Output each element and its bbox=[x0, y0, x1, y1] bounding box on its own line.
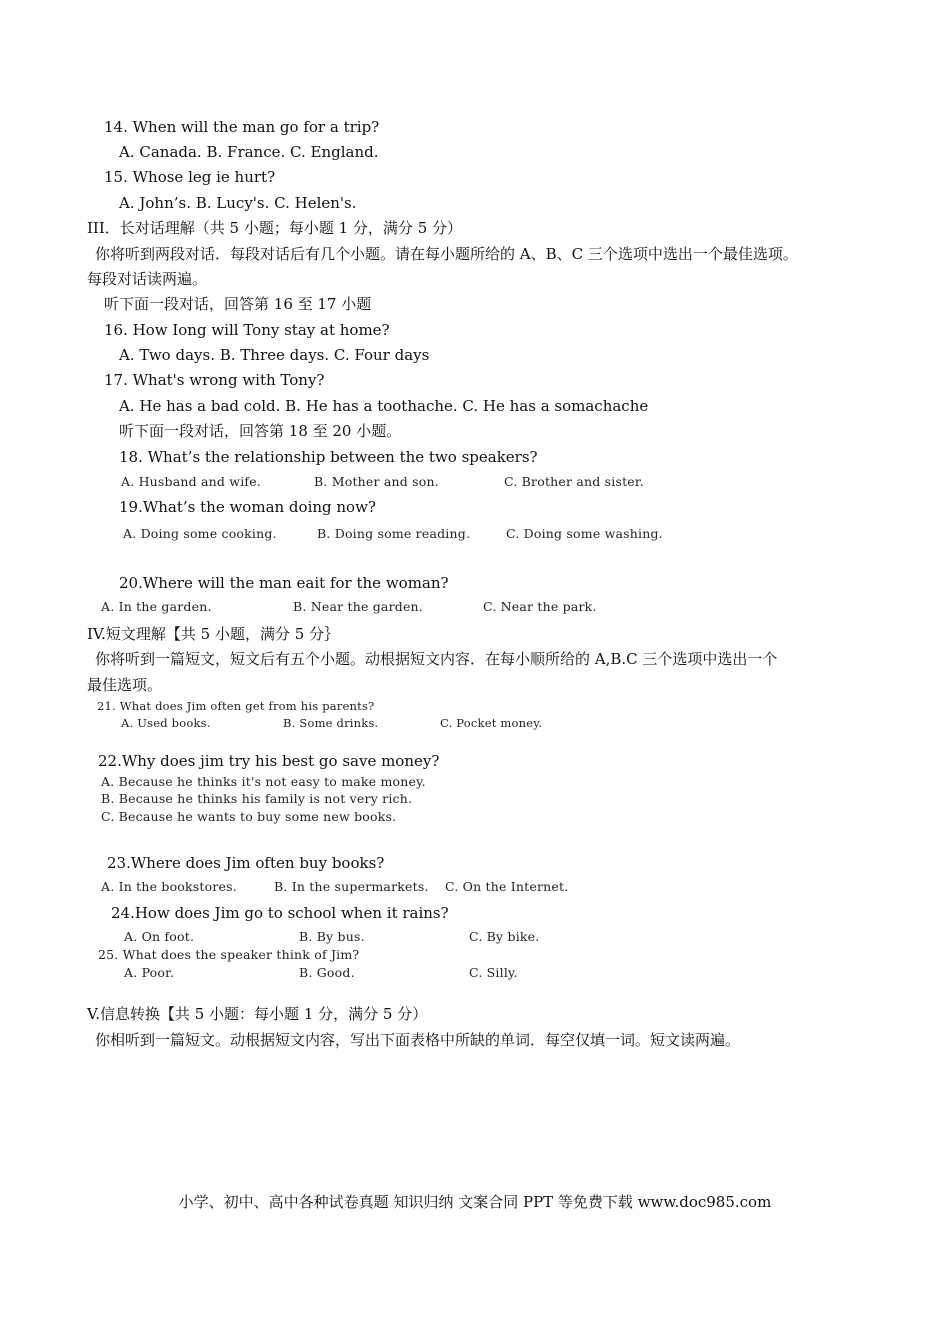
option-b: B. Some drinks. bbox=[283, 716, 379, 730]
question-22: 22.Why does jim try his best go save money? bbox=[98, 752, 440, 770]
option-a: A. Used books. bbox=[121, 716, 211, 730]
option-c: C. By bike. bbox=[469, 929, 540, 944]
option-a: A. On foot. bbox=[124, 929, 195, 944]
section-3-instructions-cont: 每段对话读两遍。 bbox=[87, 270, 208, 288]
question-17: 17. What's wrong with Tony? bbox=[104, 371, 325, 389]
option-c: C. Doing some washing. bbox=[506, 526, 663, 541]
question-15-options: A. John’s. B. Lucy's. C. Helen's. bbox=[119, 194, 357, 212]
option-a: A. In the garden. bbox=[101, 599, 212, 614]
question-18: 18. What’s the relationship between the two speakers? bbox=[119, 448, 538, 466]
question-16-options: A. Two days. B. Three days. C. Four days bbox=[119, 346, 430, 364]
subsection-16-17: 听下面一段对话，回答第 16 至 17 小题 bbox=[104, 295, 372, 313]
option-b: B. In the supermarkets. bbox=[274, 879, 429, 894]
question-22-option-b: B. Because he thinks his family is not very rich. bbox=[101, 791, 413, 806]
option-a: A. In the bookstores. bbox=[101, 879, 237, 894]
option-c: C. On the Internet. bbox=[445, 879, 569, 894]
question-14: 14. When will the man go for a trip? bbox=[104, 118, 380, 136]
question-15: 15. Whose leg ie hurt? bbox=[104, 168, 276, 186]
subsection-18-20: 听下面一段对话，回答第 18 至 20 小题。 bbox=[119, 422, 402, 440]
section-4-heading: IV.短文理解【共 5 小题，满分 5 分｝ bbox=[87, 625, 340, 643]
question-24: 24.How does Jim go to school when it rains? bbox=[111, 904, 449, 922]
option-c: C. Pocket money. bbox=[440, 716, 543, 730]
option-c: C. Silly. bbox=[469, 965, 518, 980]
question-22-option-a: A. Because he thinks it's not easy to make money. bbox=[101, 774, 426, 789]
question-22-option-c: C. Because he wants to buy some new books. bbox=[101, 809, 397, 824]
question-23: 23.Where does Jim often buy books? bbox=[107, 854, 385, 872]
question-25: 25. What does the speaker think of Jim? bbox=[98, 947, 360, 962]
question-21: 21. What does Jim often get from his parents? bbox=[97, 699, 375, 713]
option-c: C. Brother and sister. bbox=[504, 474, 644, 489]
question-16: 16. How Iong will Tony stay at home? bbox=[104, 321, 390, 339]
section-5-instructions: 你相听到一篇短文。动根据短文内容，写出下面表格中所缺的单词．每空仅填一词。短文读两遍。 bbox=[95, 1031, 741, 1049]
option-b: B. Mother and son. bbox=[314, 474, 439, 489]
question-17-options: A. He has a bad cold. B. He has a toothache. C. He has a somachache bbox=[119, 397, 649, 415]
option-c: C. Near the park. bbox=[483, 599, 597, 614]
option-b: B. Near the garden. bbox=[293, 599, 423, 614]
option-b: B. By bus. bbox=[299, 929, 365, 944]
section-4-instructions-cont: 最佳选项。 bbox=[87, 676, 163, 694]
section-5-heading: V.信息转换【共 5 小题：每小题 1 分，满分 5 分） bbox=[87, 1005, 428, 1023]
page-footer: 小学、初中、高中各种试卷真题 知识归纳 文案合同 PPT 等免费下载 www.doc985.com bbox=[178, 1193, 772, 1211]
option-b: B. Good. bbox=[299, 965, 355, 980]
section-4-instructions: 你将听到一篇短文，短文后有五个小题。动根据短文内容．在每小顺所给的 A,B.C 三个选项中选出一个 bbox=[95, 650, 778, 668]
option-a: A. Husband and wife. bbox=[121, 474, 261, 489]
option-b: B. Doing some reading. bbox=[317, 526, 471, 541]
question-20: 20.Where will the man eait for the woman? bbox=[119, 574, 449, 592]
option-a: A. Poor. bbox=[124, 965, 175, 980]
question-19: 19.What’s the woman doing now? bbox=[119, 498, 376, 516]
option-a: A. Doing some cooking. bbox=[123, 526, 277, 541]
question-14-options: A. Canada. B. France. C. England. bbox=[119, 143, 379, 161]
section-3-heading: III．长对话理解（共 5 小题；每小题 1 分，满分 5 分） bbox=[87, 219, 463, 237]
section-3-instructions: 你将听到两段对话．每段对话后有几个小题。请在每小题所给的 A、B、C 三个选项中选出一个最佳选项。 bbox=[95, 245, 798, 263]
